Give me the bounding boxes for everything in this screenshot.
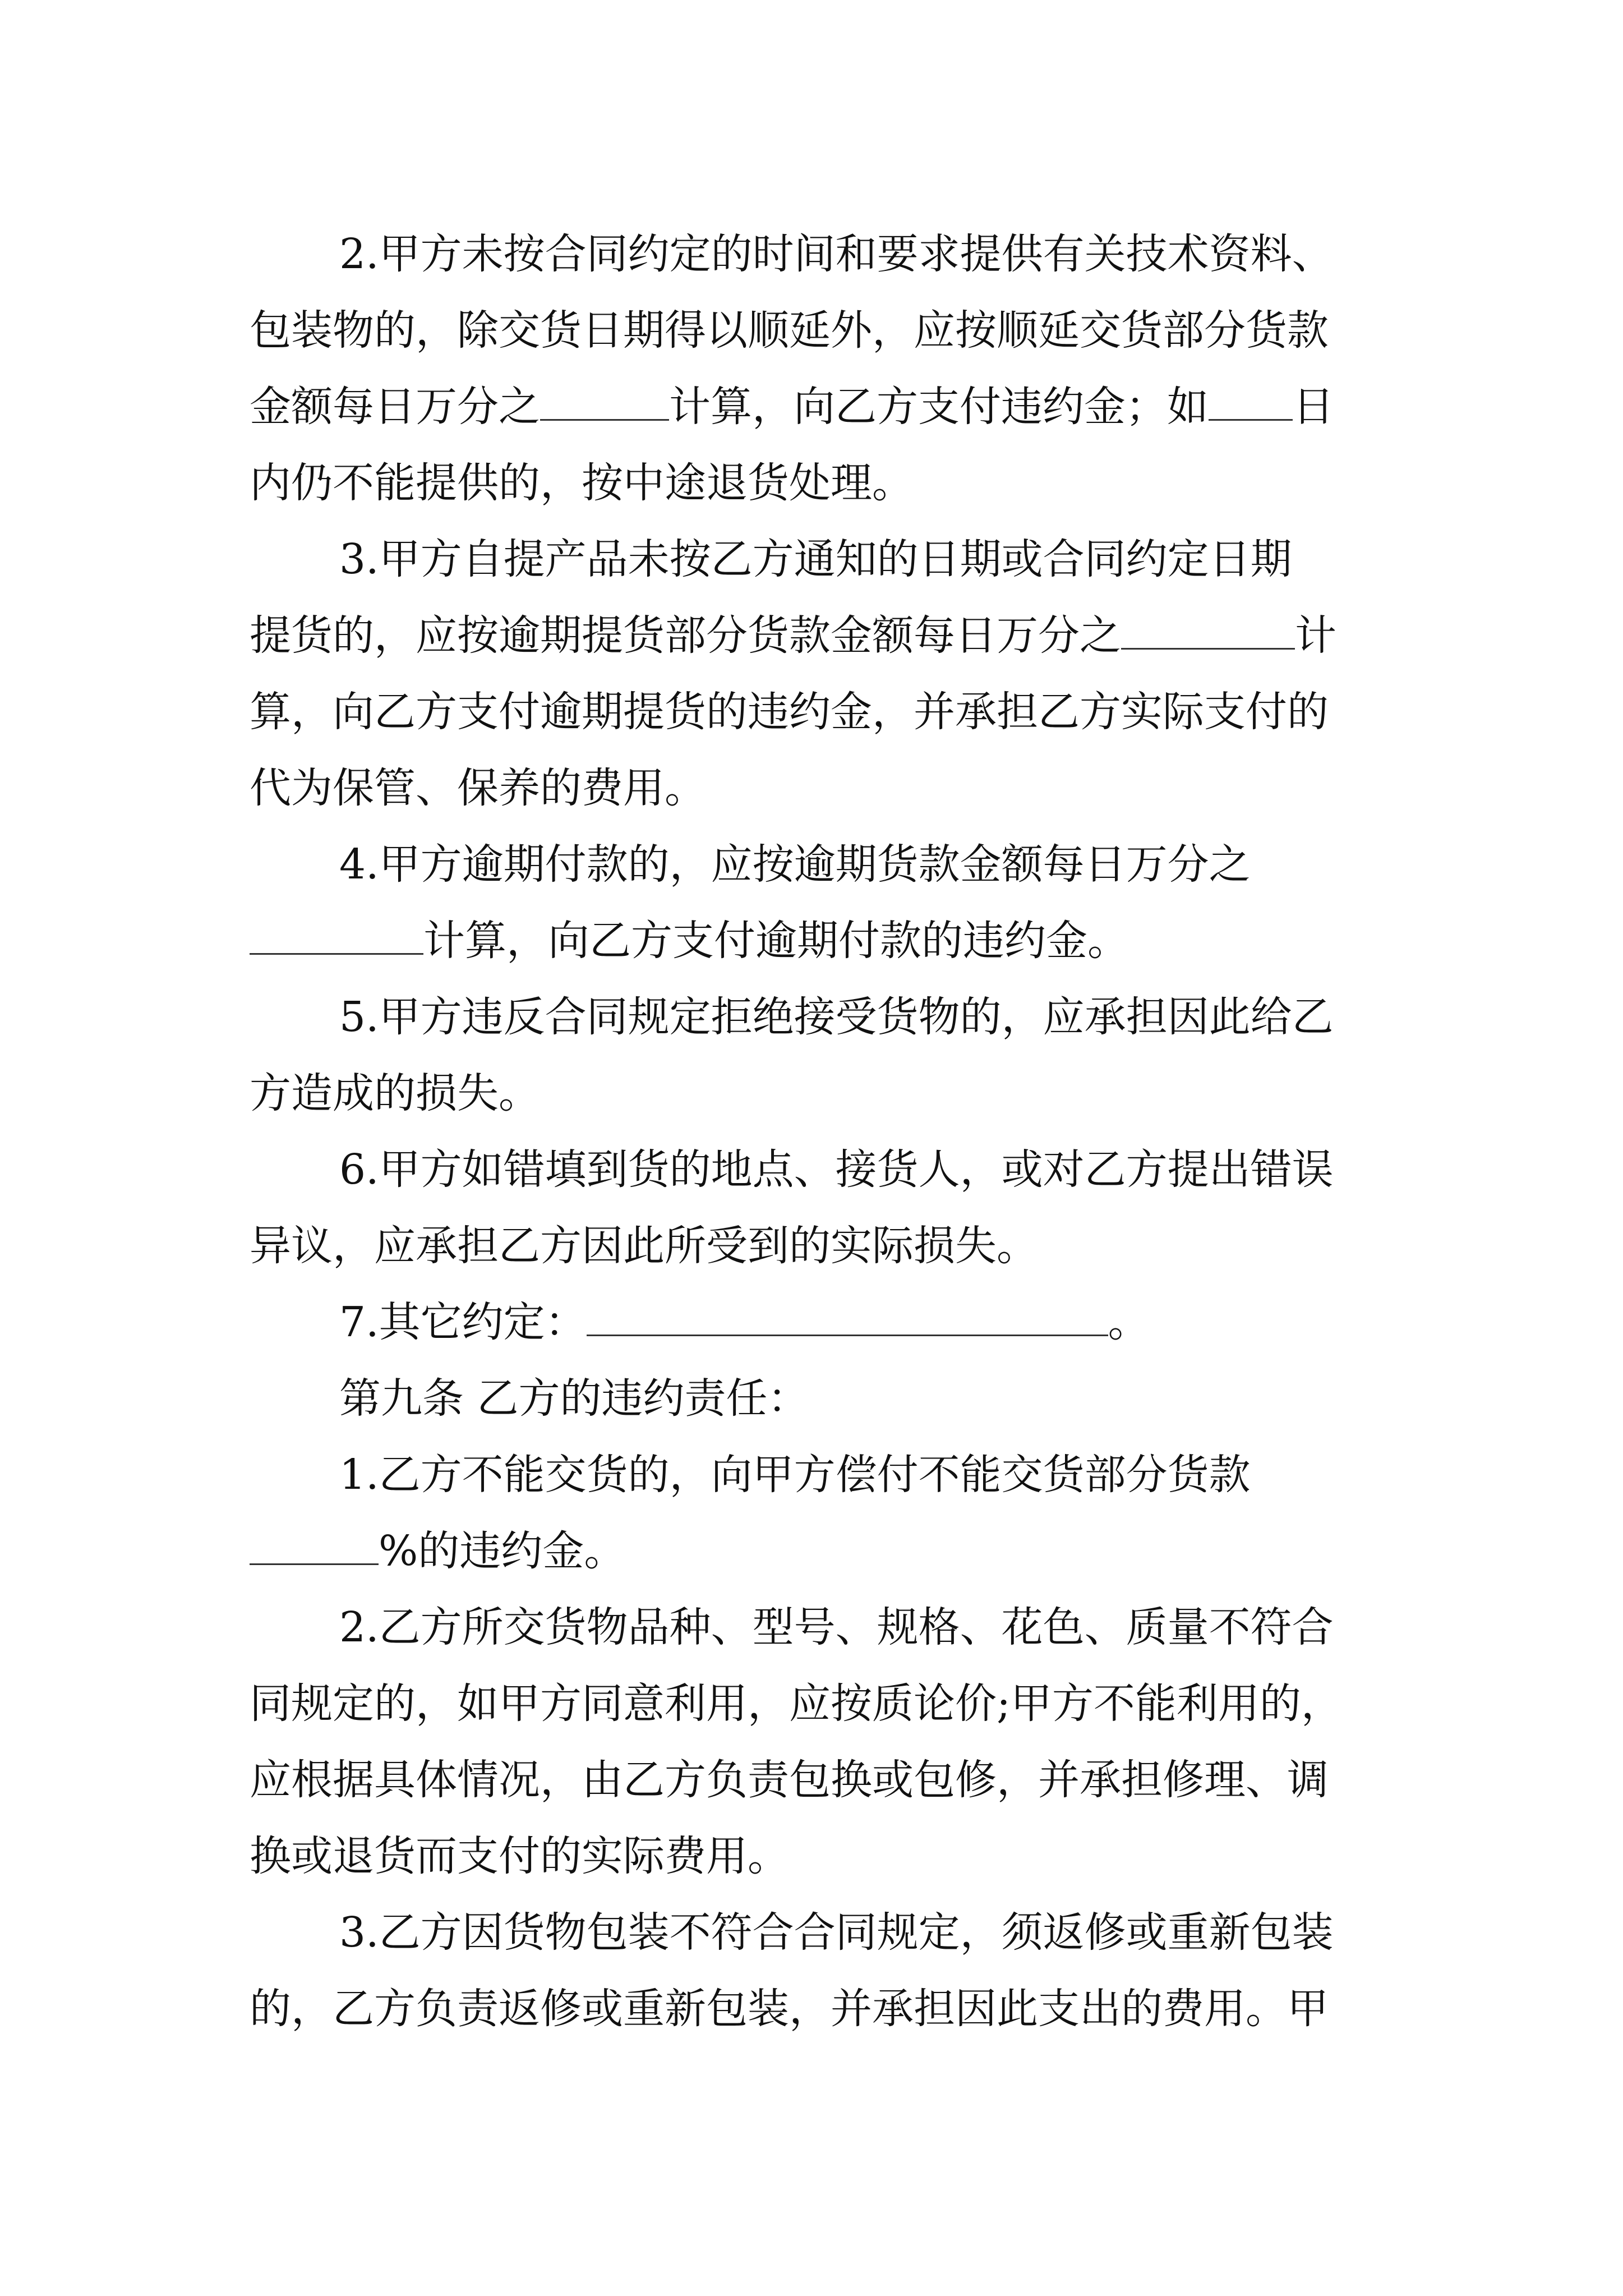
text: 6.甲方如错填到货的地点、接货人，或对乙方提出错误: [339, 1145, 1334, 1194]
b-para-1-line-1: [339, 1437, 1251, 1513]
b-para-3-line-2: [250, 1971, 1329, 2047]
para-4-line-1: [339, 826, 1251, 903]
para-2-line-3: [250, 369, 1334, 445]
b-para-2-line-3: [250, 1742, 1329, 1818]
para-3-line-2: [250, 597, 1336, 674]
text: 换或退货而支付的实际费用。: [250, 1832, 789, 1880]
fill-blank: [540, 382, 669, 421]
para-3-line-4: [250, 750, 706, 826]
para-7-line-1: [339, 1284, 1150, 1360]
text: 2.乙方所交货物品种、型号、规格、花色、质量不符合: [339, 1603, 1334, 1651]
text: 提货的，应按逾期提货部分货款金额每日万分之: [250, 611, 1121, 660]
para-2-line-4: [250, 445, 914, 521]
text: 3.乙方因货物包装不符合合同规定，须返修或重新包装: [339, 1908, 1334, 1957]
para-3-line-3: [250, 674, 1329, 750]
text: 。: [1108, 1298, 1150, 1346]
para-6-line-2: [250, 1208, 1038, 1284]
text: 4.甲方逾期付款的，应按逾期货款金额每日万分之: [339, 840, 1251, 889]
text: 2.甲方未按合同约定的时间和要求提供有关技术资料、: [339, 230, 1334, 278]
text: 算，向乙方支付逾期提货的违约金，并承担乙方实际支付的: [250, 688, 1329, 736]
b-para-3-line-1: [339, 1894, 1334, 1971]
b-para-1-line-2: [250, 1513, 625, 1589]
text: 的，乙方负责返修或重新包装，并承担因此支出的费用。甲: [250, 1985, 1329, 2033]
text: 代为保管、保养的费用。: [250, 764, 706, 812]
text: 包装物的，除交货日期得以顺延外，应按顺延交货部分货款: [250, 306, 1329, 355]
para-4-line-2: [250, 903, 1129, 979]
fill-blank: [250, 1526, 379, 1565]
fill-blank: [587, 1297, 1108, 1336]
fill-blank: [1209, 382, 1293, 421]
para-6-line-1: [339, 1131, 1334, 1208]
para-2-line-1: [339, 216, 1334, 292]
text: 内仍不能提供的，按中途退货处理。: [250, 459, 914, 507]
b-para-2-line-1: [339, 1589, 1334, 1665]
text: 异议，应承担乙方因此所受到的实际损失。: [250, 1222, 1038, 1270]
text: 同规定的，如甲方同意利用，应按质论价;甲方不能利用的，: [250, 1680, 1343, 1728]
text: 7.其它约定：: [339, 1298, 587, 1346]
text: 计算，向乙方支付逾期付款的违约金。: [423, 917, 1129, 965]
text: 1.乙方不能交货的，向甲方偿付不能交货部分货款: [339, 1451, 1251, 1499]
text: 计算，向乙方支付违约金；如: [669, 383, 1209, 431]
text: %的违约金。: [379, 1527, 626, 1575]
text: 第九条 乙方的违约责任：: [339, 1374, 809, 1423]
para-5-line-1: [339, 979, 1334, 1055]
para-2-line-2: [250, 292, 1329, 369]
article-9-title: [339, 1360, 809, 1437]
fill-blank: [250, 916, 423, 955]
para-5-line-2: [250, 1055, 540, 1131]
text: 5.甲方违反合同规定拒绝接受货物的，应承担因此给乙: [339, 993, 1334, 1041]
fill-blank: [1121, 611, 1295, 650]
b-para-2-line-2: [250, 1665, 1343, 1742]
text: 3.甲方自提产品未按乙方通知的日期或合同约定日期: [339, 535, 1292, 583]
para-3-line-1: [339, 521, 1292, 597]
text: 金额每日万分之: [250, 383, 540, 431]
text: 方造成的损失。: [250, 1069, 540, 1117]
text: 日: [1293, 383, 1334, 431]
text: 应根据具体情况，由乙方负责包换或包修，并承担修理、调: [250, 1756, 1329, 1804]
b-para-2-line-4: [250, 1818, 789, 1894]
text: 计: [1295, 611, 1336, 660]
